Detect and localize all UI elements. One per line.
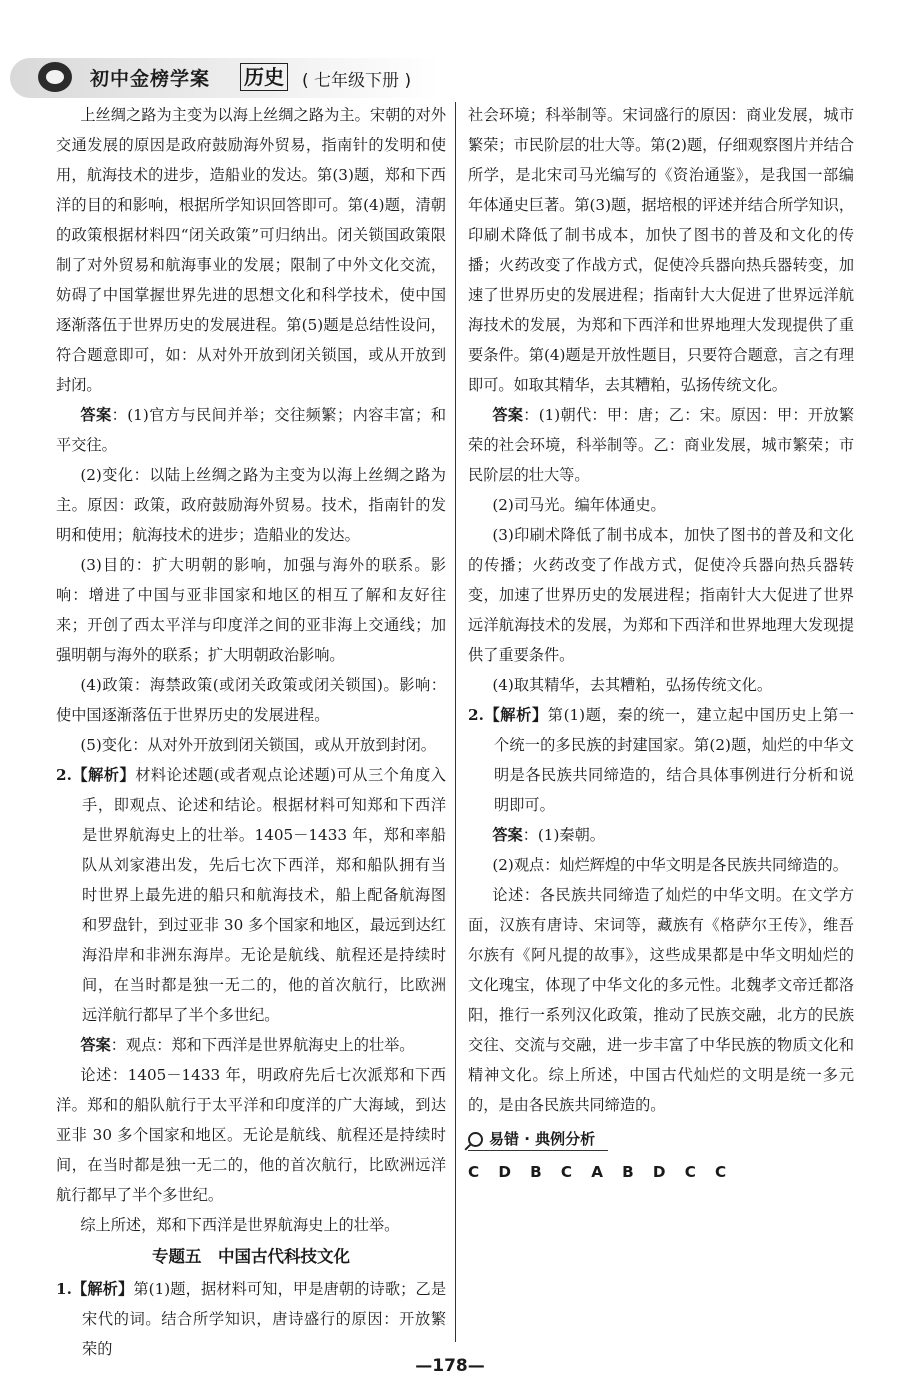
answer-text: ：(1)朝代：甲：唐；乙：宋。原因：甲：开放繁荣的社会环境，科举制等。乙：商业发展，城市繁荣；市民阶层的壮大等。 bbox=[468, 406, 855, 484]
answer-paragraph: (3)目的：扩大明朝的影响，加强与海外的联系。影响：增进了中国与亚非国家和地区的相互了解和友好往来；开创了西太平洋与印度洋之间的亚非海上交通线；加强明朝与海外的联系；扩大明朝政治影响。 bbox=[56, 556, 446, 664]
answer-label: 答案 bbox=[80, 1036, 111, 1054]
magnifier-icon bbox=[468, 1132, 483, 1147]
question-number: 1. bbox=[56, 1280, 72, 1298]
analysis-text: 材料论述题(或者观点论述题)可从三个角度入手，即观点、论述和结论。根据材料可知郑和下西洋是世界航海史上的壮举。1405－1433 年，郑和率船队从刘家港出发，先后七次下西洋，郑和船队拥有当时世界上最先进的船只和航海技术，船上配备航海图和罗盘针，到过亚非 30 多个国家和地区，最远到达红海沿岸和非洲东海岸。无论是航线、航程还是持续时间，在当时都是独一无二的，他的首次航行，比欧洲远洋航行都早了半个多世纪。 bbox=[82, 766, 446, 1024]
answer-paragraph: (4)政策：海禁政策(或闭关政策或闭关锁国)。影响：使中国逐渐落伍于世界历史的发展进程。 bbox=[56, 676, 446, 724]
analysis-text: 第(1)题，秦的统一，建立起中国历史上第一个统一的多民族的封建国家。第(2)题，灿烂的中华文明是各民族共同缔造的，结合具体事例进行分析和说明即可。 bbox=[494, 706, 855, 814]
answer-paragraph: 论述：各民族共同缔造了灿烂的中华文明。在文学方面，汉族有唐诗、宋词等，藏族有《格萨尔王传》，维吾尔族有《阿凡提的故事》，这些成果都是中华文明灿烂的文化瑰宝，体现了中华文化的多元性。北魏孝文帝迁都洛阳，推行一系列汉化政策，推动了民族交融，北方的民族交往、交流与交融，进一步丰富了中华民族的物质文化和精神文化。综上所述，中国古代灿烂的文明是统一多元的，是由各民族共同缔造的。 bbox=[468, 886, 854, 1114]
answer-text: ：(1)秦朝。 bbox=[522, 826, 605, 844]
topic-heading: 专题五 中国古代科技文化 bbox=[152, 1247, 350, 1266]
answer-paragraph: (4)取其精华，去其糟粕，弘扬传统文化。 bbox=[492, 676, 773, 694]
answer-paragraph: (3)印刷术降低了制书成本，加快了图书的普及和文化的传播；火药改变了作战方式，促使冷兵器向热兵器转变，加速了世界历史的发展进程；指南针大大促进了世界远洋航海技术的发展，为郑和下西洋和世界地理大发现提供了重要条件。 bbox=[468, 526, 854, 664]
choice-answers: C D B C A B D C C bbox=[468, 1163, 729, 1181]
column-divider bbox=[455, 102, 456, 1342]
answer-paragraph bbox=[56, 400, 446, 460]
left-column bbox=[56, 100, 446, 1364]
analysis-label: 【解析】 bbox=[483, 706, 548, 724]
question-analysis bbox=[468, 700, 854, 820]
page-header bbox=[0, 0, 900, 96]
answer-label: 答案 bbox=[492, 406, 524, 424]
question-number: 2. bbox=[56, 766, 72, 784]
question-number: 2. bbox=[468, 706, 484, 724]
answer-label: 答案 bbox=[492, 826, 523, 844]
subject-label: 历史 bbox=[240, 63, 288, 91]
right-column bbox=[468, 100, 854, 1187]
analysis-label: 【解析】 bbox=[71, 1280, 134, 1298]
paragraph: 社会环境；科举制等。宋词盛行的原因：商业发展，城市繁荣；市民阶层的壮大等。第(2)题，仔细观察图片并结合所学，是北宋司马光编写的《资治通鉴》，是我国一部编年体通史巨著。第(3)题，据培根的评述并结合所学知识，印刷术降低了制书成本，加快了图书的普及和文化的传播；火药改变了作战方式，促使冷兵器向热兵器转变，加速了世界历史的发展进程；指南针大大促进了世界远洋航海技术的发展，为郑和下西洋和世界地理大发现提供了重要条件。第(4)题是开放性题目，只要符合题意，言之有理即可。如取其精华，去其糟粕，弘扬传统文化。 bbox=[468, 106, 855, 394]
answer-text: ：(1)官方与民间并举；交往频繁；内容丰富；和平交往。 bbox=[56, 406, 447, 454]
answer-label: 答案 bbox=[80, 406, 112, 424]
question-analysis bbox=[56, 760, 446, 1030]
brand-title: 初中金榜学案 bbox=[90, 68, 211, 90]
answer-paragraph: 综上所述，郑和下西洋是世界航海史上的壮举。 bbox=[80, 1216, 400, 1234]
answer-paragraph: (2)司马光。编年体通史。 bbox=[492, 496, 666, 514]
question-analysis bbox=[56, 1274, 446, 1364]
answer-paragraph: (2)变化：以陆上丝绸之路为主变为以海上丝绸之路为主。原因：政策，政府鼓励海外贸易。技术，指南针的发明和使用；航海技术的进步；造船业的发达。 bbox=[56, 466, 446, 544]
answer-paragraph bbox=[468, 400, 854, 490]
grade-label: ( 七年级下册 ) bbox=[302, 71, 412, 91]
book-logo-icon bbox=[38, 62, 72, 92]
answer-paragraph: 论述：1405－1433 年，明政府先后七次派郑和下西洋。郑和的船队航行于太平洋和印度洋的广大海域，到达亚非 30 多个国家和地区。无论是航线、航程还是持续时间，在当时都是独一无二的，他的首次航行，比欧洲远洋航行都早了半个多世纪。 bbox=[56, 1066, 446, 1204]
answer-paragraph: (5)变化：从对外开放到闭关锁国，或从开放到封闭。 bbox=[80, 736, 436, 754]
analysis-label: 【解析】 bbox=[71, 766, 136, 784]
answer-paragraph: (2)观点：灿烂辉煌的中华文明是各民族共同缔造的。 bbox=[492, 856, 848, 874]
page-number: —178— bbox=[415, 1356, 485, 1376]
answer-paragraph bbox=[56, 1030, 446, 1060]
answer-text: ：观点：郑和下西洋是世界航海史上的壮举。 bbox=[110, 1036, 415, 1054]
paragraph: 上丝绸之路为主变为以海上丝绸之路为主。宋朝的对外交通发展的原因是政府鼓励海外贸易，指南针的发明和使用，航海技术的进步，造船业的发达。第(3)题，郑和下西洋的目的和影响，根据所学知识回答即可。第(4)题，清朝的政策根据材料四“闭关政策”可归纳出。闭关锁国政策限制了对外贸易和航海事业的发展；限制了中外文化交流，妨碍了中国掌握世界先进的思想文化和科学技术，使中国逐渐落伍于世界历史的发展进程。第(5)题是总结性设问，符合题意即可，如：从对外开放到闭关锁国，或从开放到封闭。 bbox=[56, 106, 446, 394]
analysis-text: 第(1)题，据材料可知，甲是唐朝的诗歌；乙是宋代的词。结合所学知识，唐诗盛行的原因：开放繁荣的 bbox=[82, 1280, 447, 1358]
section-heading bbox=[468, 1124, 854, 1154]
answer-paragraph bbox=[468, 820, 854, 850]
section-title: 易错 · 典例分析 bbox=[489, 1130, 596, 1148]
